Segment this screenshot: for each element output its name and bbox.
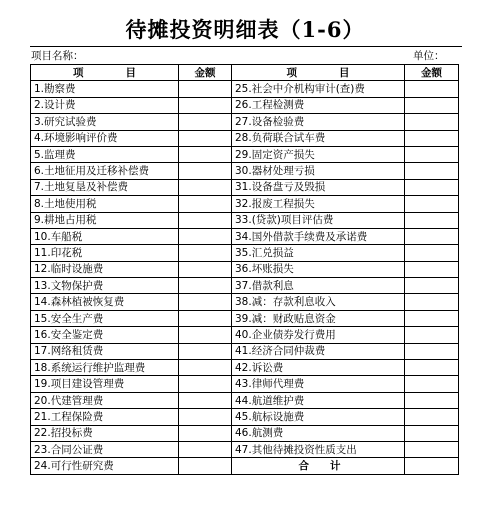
item-right-cell: 38.减：存款利息收入 [232,294,405,310]
item-left-cell: 13.文物保护费 [31,278,179,294]
item-left-cell: 5.监理费 [31,146,179,162]
amount-left-cell[interactable] [179,409,232,425]
amount-right-cell[interactable] [405,278,459,294]
item-right-cell: 46.航测费 [232,425,405,441]
amount-right-cell[interactable] [405,458,459,474]
page-title: 待摊投资明细表（1-6） [125,17,365,42]
table-row [31,425,459,441]
amount-left-cell[interactable] [179,376,232,392]
table-row [31,458,459,474]
item-left-cell: 12.临时设施费 [31,261,179,277]
item-right-cell: 29.固定资产损失 [232,146,405,162]
item-left-cell: 21.工程保险费 [31,409,179,425]
amount-right-cell[interactable] [405,81,459,97]
amount-left-cell[interactable] [179,310,232,326]
item-right-cell: 45.航标设施费 [232,409,405,425]
amount-right-cell[interactable] [405,245,459,261]
table-row [31,376,459,392]
amount-right-cell[interactable] [405,376,459,392]
table-row [31,441,459,457]
table-row [31,343,459,359]
table-row [31,327,459,343]
amount-left-cell[interactable] [179,81,232,97]
item-left-cell: 10.车船税 [31,228,179,244]
amount-left-cell[interactable] [179,163,232,179]
amount-right-cell[interactable] [405,212,459,228]
item-left-cell: 18.系统运行维护监理费 [31,360,179,376]
amount-right-cell[interactable] [405,294,459,310]
unit-label: 单位： [413,50,445,62]
table-row [31,179,459,195]
item-left-cell: 14.森林植被恢复费 [31,294,179,310]
amount-left-cell[interactable] [179,196,232,212]
amount-left-cell[interactable] [179,114,232,130]
table-row [31,114,459,130]
amount-right-cell[interactable] [405,261,459,277]
item-right-cell: 39.减：财政贴息资金 [232,310,405,326]
header-amount-left: 金额 [179,65,232,81]
amount-left-cell[interactable] [179,294,232,310]
table-row [31,261,459,277]
amount-right-cell[interactable] [405,360,459,376]
table-row [31,409,459,425]
item-right-cell: 32.报废工程损失 [232,196,405,212]
item-right-cell: 26.工程检测费 [232,97,405,113]
amount-left-cell[interactable] [179,228,232,244]
amount-left-cell[interactable] [179,392,232,408]
table-row [31,360,459,376]
item-left-cell: 9.耕地占用税 [31,212,179,228]
item-left-cell: 16.安全鉴定费 [31,327,179,343]
item-left-cell: 2.设计费 [31,97,179,113]
item-right-cell: 34.国外借款手续费及承诺费 [232,228,405,244]
item-right-cell: 37.借款利息 [232,278,405,294]
total-label-cell: 合 计 [232,458,405,474]
amount-right-cell[interactable] [405,409,459,425]
table-row [31,212,459,228]
table-row [31,163,459,179]
amount-left-cell[interactable] [179,441,232,457]
amount-left-cell[interactable] [179,360,232,376]
amount-left-cell[interactable] [179,179,232,195]
item-right-cell: 25.社会中介机构审计(查)费 [232,81,405,97]
table-row [31,146,459,162]
item-left-cell: 23.合同公证费 [31,441,179,457]
item-right-cell: 35.汇兑损益 [232,245,405,261]
amount-left-cell[interactable] [179,343,232,359]
amount-left-cell[interactable] [179,212,232,228]
item-left-cell: 20.代建管理费 [31,392,179,408]
item-right-cell: 31.设备盘亏及毁损 [232,179,405,195]
investment-table [30,64,459,475]
divider [30,46,462,47]
amount-right-cell[interactable] [405,425,459,441]
item-right-cell: 36.坏账损失 [232,261,405,277]
item-right-cell: 30.器材处理亏损 [232,163,405,179]
item-right-cell: 47.其他待摊投资性质支出 [232,441,405,457]
amount-right-cell[interactable] [405,146,459,162]
amount-left-cell[interactable] [179,130,232,146]
amount-right-cell[interactable] [405,130,459,146]
header-item-right: 项 目 [232,65,405,81]
item-left-cell: 3.研究试验费 [31,114,179,130]
item-right-cell: 40.企业债券发行费用 [232,327,405,343]
item-left-cell: 15.安全生产费 [31,310,179,326]
item-left-cell: 8.土地使用税 [31,196,179,212]
amount-right-cell[interactable] [405,228,459,244]
amount-right-cell[interactable] [405,196,459,212]
table-row [31,278,459,294]
amount-left-cell[interactable] [179,425,232,441]
amount-left-cell[interactable] [179,245,232,261]
item-left-cell: 7.土地复垦及补偿费 [31,179,179,195]
item-right-cell: 28.负荷联合试车费 [232,130,405,146]
amount-left-cell[interactable] [179,278,232,294]
table-row [31,310,459,326]
amount-left-cell[interactable] [179,146,232,162]
table-row [31,81,459,97]
project-name-label: 项目名称： [31,50,84,62]
item-right-cell: 41.经济合同仲裁费 [232,343,405,359]
header-amount-right: 金额 [405,65,459,81]
header-row [31,65,459,81]
amount-right-cell[interactable] [405,163,459,179]
amount-right-cell[interactable] [405,114,459,130]
item-left-cell: 4.环境影响评价费 [31,130,179,146]
item-left-cell: 19.项目建设管理费 [31,376,179,392]
table-row [31,245,459,261]
item-left-cell: 6.土地征用及迁移补偿费 [31,163,179,179]
item-right-cell: 42.诉讼费 [232,360,405,376]
table-row [31,228,459,244]
amount-left-cell[interactable] [179,458,232,474]
item-left-cell: 24.可行性研究费 [31,458,179,474]
item-right-cell: 43.律师代理费 [232,376,405,392]
amount-left-cell[interactable] [179,261,232,277]
table-row [31,97,459,113]
amount-right-cell[interactable] [405,179,459,195]
item-right-cell: 44.航道维护费 [232,392,405,408]
amount-right-cell[interactable] [405,392,459,408]
item-left-cell: 11.印花税 [31,245,179,261]
amount-right-cell[interactable] [405,441,459,457]
item-right-cell: 33.(贷款)项目评估费 [232,212,405,228]
amount-left-cell[interactable] [179,97,232,113]
amount-right-cell[interactable] [405,327,459,343]
amount-right-cell[interactable] [405,97,459,113]
item-left-cell: 17.网络租赁费 [31,343,179,359]
table-row [31,130,459,146]
table-row [31,196,459,212]
amount-right-cell[interactable] [405,310,459,326]
amount-right-cell[interactable] [405,343,459,359]
amount-left-cell[interactable] [179,327,232,343]
header-item-left: 项 目 [31,65,179,81]
item-left-cell: 22.招投标费 [31,425,179,441]
table-row [31,392,459,408]
item-left-cell: 1.勘察费 [31,81,179,97]
table-row [31,294,459,310]
item-right-cell: 27.设备检验费 [232,114,405,130]
